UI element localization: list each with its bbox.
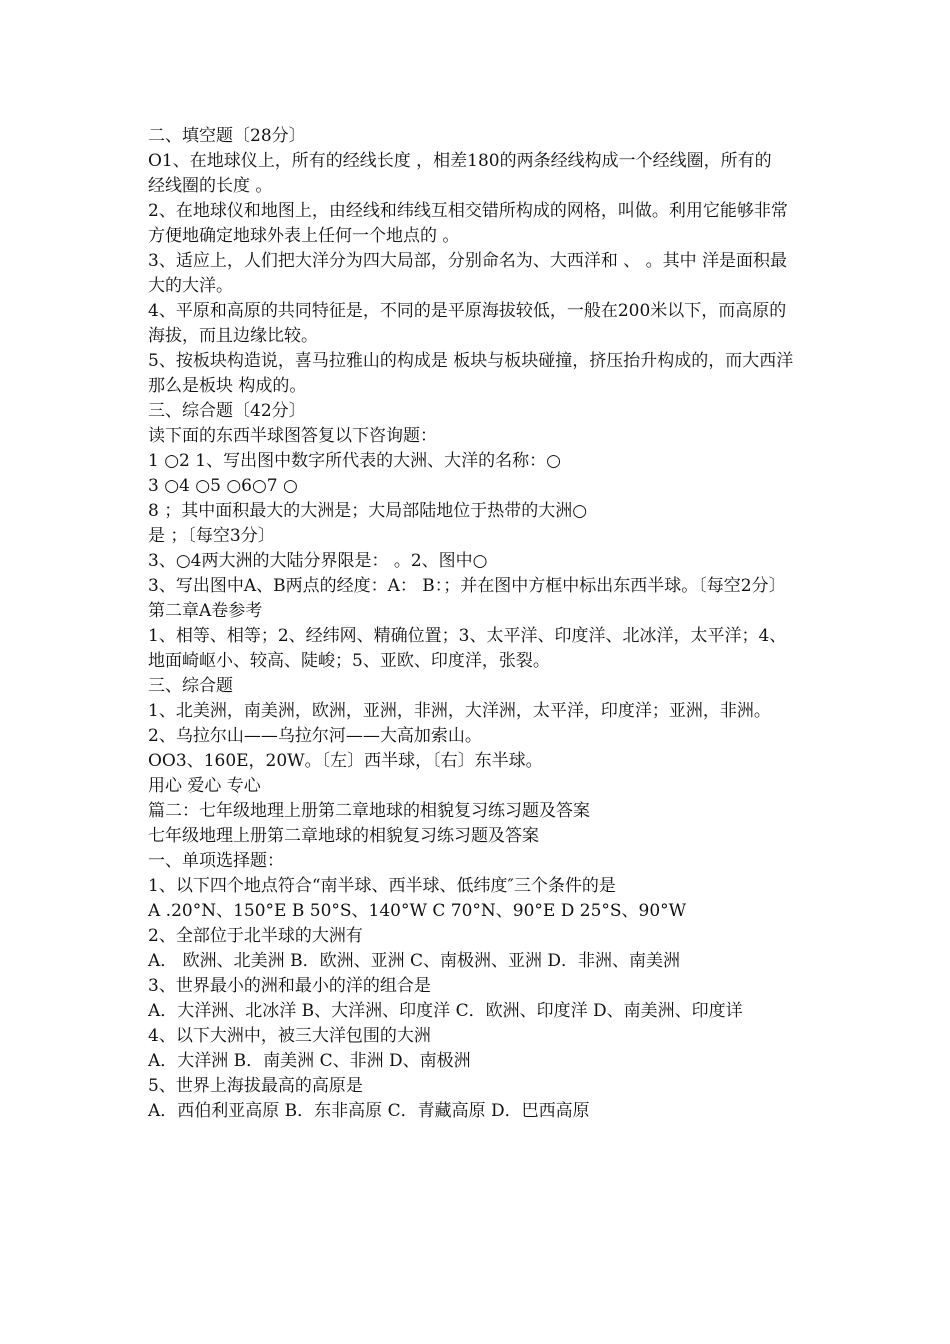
question-1-line-2: 经线圈的长度 。 bbox=[148, 176, 273, 196]
part-two-heading: 篇二：七年级地理上册第二章地球的相貌复习练习题及答案 bbox=[148, 801, 590, 821]
part-two-title: 七年级地理上册第二章地球的相貌复习练习题及答案 bbox=[148, 826, 539, 846]
question-2: 2、在地球仪和地图上，由经线和纬线互相交错所构成的网格，叫做。利用它能够非常方便地确定地球外表上任何一个地点的 。 bbox=[148, 201, 788, 246]
answer-key-comprehensive-heading: 三、综合题 bbox=[148, 676, 233, 696]
section-heading-comprehensive: 三、综合题〔42分〕 bbox=[148, 401, 306, 421]
answer-key-comprehensive-2: 2、乌拉尔山——乌拉尔河——大高加索山。 bbox=[148, 726, 482, 746]
choice-q1: 1、以下四个地点符合“南半球、西半球、低纬度″三个条件的是 bbox=[148, 876, 616, 896]
document-page bbox=[148, 124, 798, 1124]
section-heading-fill-in: 二、填空题〔28分〕 bbox=[148, 126, 306, 146]
question-5: 5、按板块构造说，喜马拉雅山的构成是 板块与板块碰撞，挤压抬升构成的，而大西洋那么是板块 构成的。 bbox=[148, 351, 794, 396]
comprehensive-q2: 3、○4两大洲的大陆分界限是： 。2、图中○ bbox=[148, 551, 488, 571]
answer-key-comprehensive-3: OO3、160E，20W。〔左〕西半球，〔右〕东半球。 bbox=[148, 751, 543, 771]
comprehensive-q3: 3、写出图中A、B两点的经度：A： B：；并在图中方框中标出东西半球。〔每空2分〕 bbox=[148, 576, 786, 596]
choice-q3: 3、世界最小的洲和最小的洋的组合是 bbox=[148, 976, 431, 996]
choice-q1-options: A .20°N、150°E B 50°S、140°W C 70°N、90°E D 25°S、90°W bbox=[148, 901, 687, 921]
question-1-line-1: O1、在地球仪上，所有的经线长度 ，相差180的两条经线构成一个经线圈，所有的 bbox=[148, 151, 772, 171]
motto: 用心 爱心 专心 bbox=[148, 776, 261, 796]
comprehensive-q1-line-1: 1 ○2 1、写出图中数字所代表的大洲、大洋的名称：○ bbox=[148, 451, 561, 471]
answer-key-heading: 第二章A卷参考 bbox=[148, 601, 263, 621]
answer-key-comprehensive-1: 1、北美洲，南美洲，欧洲，亚洲，非洲，大洋洲，太平洋，印度洋；亚洲，非洲。 bbox=[148, 701, 771, 721]
choice-q2-options: A． 欧洲、北美洲 B．欧洲、亚洲 C、南极洲、亚洲 D．非洲、南美洲 bbox=[148, 951, 681, 971]
answer-key-fill-in: 1、相等、相等；2、经纬网、精确位置；3、太平洋、印度洋、北冰洋，太平洋；4、地面崎岖小、较高、陡峻；5、亚欧、印度洋，张裂。 bbox=[148, 626, 787, 671]
comprehensive-q1-line-3: 8 ；其中面积最大的大洲是；大局部陆地位于热带的大洲○ bbox=[148, 501, 588, 521]
choice-q4: 4、以下大洲中，被三大洋包围的大洲 bbox=[148, 1026, 431, 1046]
question-4: 4、平原和高原的共同特征是，不同的是平原海拔较低，一般在200米以下，而高原的海拔，而且边缘比较。 bbox=[148, 301, 787, 346]
comprehensive-q1-line-4: 是 ；〔每空3分〕 bbox=[148, 526, 275, 546]
single-choice-heading: 一、单项选择题： bbox=[148, 851, 284, 871]
choice-q3-options: A．大洋洲、北冰洋 B、大洋洲、印度洋 C．欧洲、印度洋 D、南美洲、印度详 bbox=[148, 1001, 743, 1021]
map-instruction: 读下面的东西半球图答复以下咨询题： bbox=[148, 426, 437, 446]
choice-q4-options: A．大洋洲 B．南美洲 C、非洲 D、南极洲 bbox=[148, 1051, 471, 1071]
question-3: 3、适应上，人们把大洋分为四大局部，分别命名为、大西洋和 、 。其中 洋是面积最大的大洋。 bbox=[148, 251, 788, 296]
choice-q2: 2、全部位于北半球的大洲有 bbox=[148, 926, 363, 946]
choice-q5-options: A．西伯利亚高原 B．东非高原 C．青藏高原 D．巴西高原 bbox=[148, 1101, 590, 1121]
comprehensive-q1-line-2: 3 ○4 ○5 ○6○7 ○ bbox=[148, 476, 298, 496]
choice-q5: 5、世界上海拔最高的高原是 bbox=[148, 1076, 363, 1096]
